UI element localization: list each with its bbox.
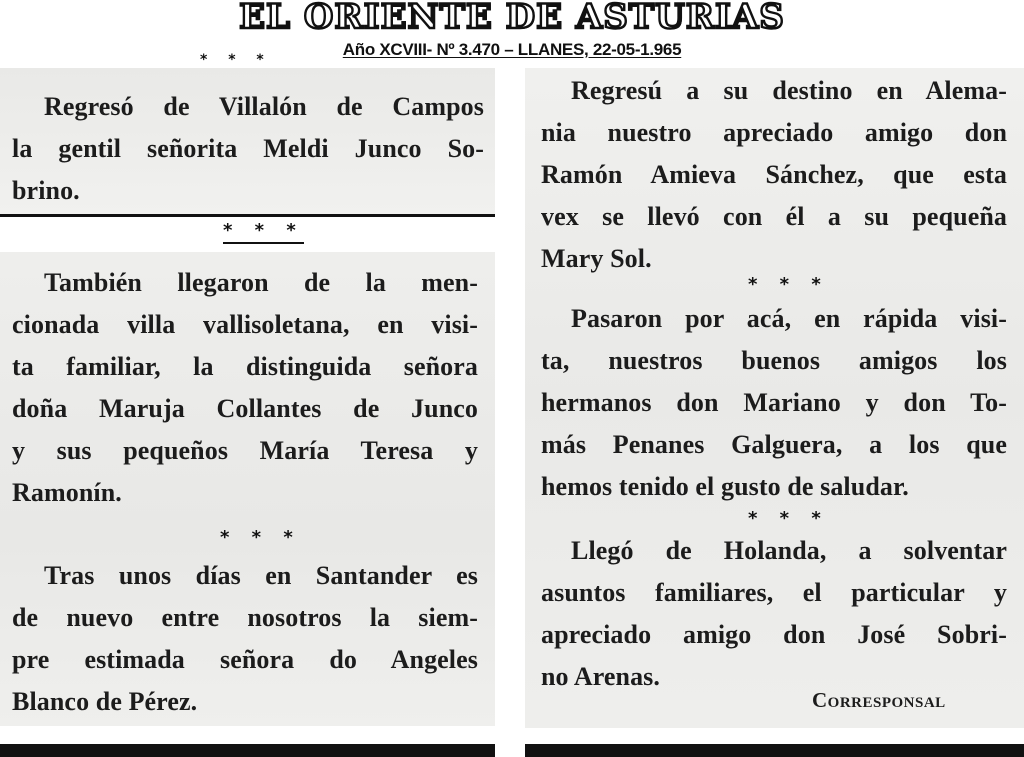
- column-divider-rule: [0, 214, 495, 217]
- article-collantes: [12, 262, 478, 514]
- separator-stars-top-left: * * *: [200, 52, 272, 68]
- article-line: Llegó de Holanda, a solventar: [571, 536, 1007, 565]
- article-line: asuntos familiares, el particular y: [541, 578, 1007, 607]
- article-line: Regresú a su destino en Alema-: [571, 76, 1007, 105]
- article-line: ta familiar, la distinguida señora: [12, 352, 478, 381]
- article-perez: [12, 555, 478, 723]
- article-line: Mary Sol.: [541, 244, 652, 273]
- separator-stars: * * *: [748, 508, 829, 529]
- article-line: Blanco de Pérez.: [12, 687, 198, 716]
- article-line: Tras unos días en Santander es: [44, 561, 478, 590]
- article-line: Pasaron por acá, en rápida visi-: [571, 304, 1007, 333]
- article-line: Ramonín.: [12, 478, 122, 507]
- article-penanes: [541, 298, 1007, 508]
- article-line: de nuevo entre nosotros la siem-: [12, 603, 478, 632]
- bottom-rule-left: [0, 744, 495, 757]
- article-line: brino.: [12, 176, 80, 205]
- article-line: no Arenas.: [541, 662, 660, 691]
- article-line: También llegaron de la men-: [44, 268, 478, 297]
- article-line: la gentil señorita Meldi Junco So-: [12, 134, 484, 163]
- separator-stars: * * *: [220, 527, 301, 548]
- article-line: Ramón Amieva Sánchez, que esta: [541, 160, 1007, 189]
- article-line: más Penanes Galguera, a los que: [541, 430, 1007, 459]
- article-line: y sus pequeños María Teresa y: [12, 436, 478, 465]
- article-line: pre estimada señora do Angeles: [12, 645, 478, 674]
- article-line: Regresó de Villalón de Campos: [44, 92, 484, 121]
- article-line: hemos tenido el gusto de saludar.: [541, 472, 909, 501]
- bottom-rule-right: [525, 744, 1024, 757]
- article-amieva: [541, 70, 1007, 280]
- newspaper-masthead: EL ORIENTE DE ASTURIAS: [239, 0, 785, 37]
- article-line: cionada villa vallisoletana, en visi-: [12, 310, 478, 339]
- article-line: hermanos don Mariano y don To-: [541, 388, 1007, 417]
- article-sobrino: [541, 530, 1007, 698]
- article-line: vex se llevó con él a su pequeña: [541, 202, 1007, 231]
- article-villalon: [12, 86, 484, 212]
- issue-dateline: Año XCVIII- Nº 3.470 – LLANES, 22-05-1.965: [342, 40, 682, 59]
- article-line: ta, nuestros buenos amigos los: [541, 346, 1007, 375]
- article-line: doña Maruja Collantes de Junco: [12, 394, 478, 423]
- article-line: nia nuestro apreciado amigo don: [541, 118, 1007, 147]
- correspondent-signature: Corresponsal: [812, 688, 946, 712]
- separator-stars: * * *: [748, 274, 829, 295]
- article-line: apreciado amigo don José Sobri-: [541, 620, 1007, 649]
- separator-stars: * * *: [223, 222, 304, 244]
